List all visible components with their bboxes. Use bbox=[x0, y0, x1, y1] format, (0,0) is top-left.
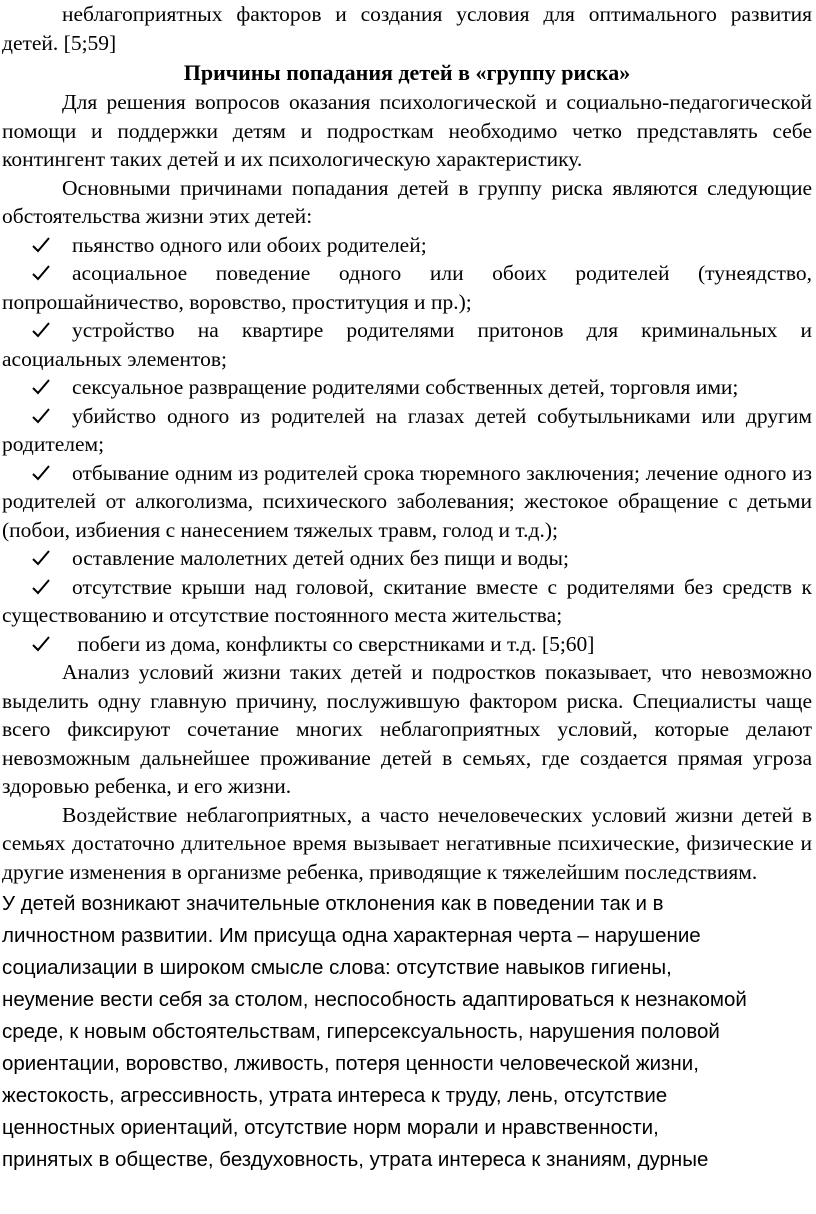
causes-intro-paragraph: Основными причинами попадания детей в группу риска являются следующие обстоятельства жизни этих детей: bbox=[2, 175, 812, 228]
list-item: отсутствие крыши над головой, скитание вместе с родителями без средств к существованию и отсутствие постоянного места жительства; bbox=[2, 574, 812, 627]
closing-line: среде, к новым обстоятельствам, гиперсексуальность, нарушения половой bbox=[2, 1020, 720, 1043]
list-item: асоциальное поведение одного или обоих родителей (тунеядство, попрошайничество, воровство, проституция и пр.); bbox=[2, 261, 812, 314]
checkmark-icon bbox=[32, 402, 72, 431]
lead-paragraph: неблагоприятных факторов и создания условия для оптимального развития детей. [5;59] bbox=[2, 2, 812, 55]
checkmark-icon bbox=[32, 459, 72, 488]
list-item: сексуальное развращение родителями собственных детей, торговля ими; bbox=[2, 373, 812, 402]
list-item: оставление малолетних детей одних без пищи и воды; bbox=[2, 544, 812, 573]
closing-line: социализации в широком смысле слова: отсутствие навыков гигиены, bbox=[2, 956, 672, 979]
list-item: устройство на квартире родителями притонов для криминальных и асоциальных элементов; bbox=[2, 318, 812, 371]
impact-paragraph: Воздействие неблагоприятных, а часто нечеловеческих условий жизни детей в семьях достаточно длительное время вызывает негативные психические, физические и другие изменения в организме ребенка, приводящие к тяжелейшим последствиям. bbox=[2, 802, 812, 884]
closing-line: принятых в обществе, бездуховность, утрата интереса к знаниям, дурные bbox=[2, 1148, 709, 1171]
closing-line: ориентации, воровство, лживость, потеря ценности человеческой жизни, bbox=[2, 1052, 699, 1075]
checkmark-icon bbox=[32, 316, 72, 345]
list-item: убийство одного из родителей на глазах детей собутыльниками или другим родителем; bbox=[2, 403, 812, 456]
checkmark-icon bbox=[32, 373, 72, 402]
checkmark-icon bbox=[32, 573, 72, 602]
checkmark-icon bbox=[32, 544, 72, 573]
closing-line: У детей возникают значительные отклонения как в поведении так и в bbox=[2, 892, 664, 915]
closing-line: ценностных ориентаций, отсутствие норм морали и нравственности, bbox=[2, 1116, 659, 1139]
list-item: пьянство одного или обоих родителей; bbox=[2, 231, 812, 260]
risk-causes-list bbox=[2, 231, 812, 659]
analysis-paragraph: Анализ условий жизни таких детей и подростков показывает, что невозможно выделить одну главную причину, послужившую фактором риска. Специалисты чаще всего фиксируют сочетание многих неблагоприятных условий, которые делают невозможным дальнейшее проживание детей в семьях, где создается прямая угроза здоровью ребенка, и его жизни. bbox=[2, 660, 812, 798]
list-item: отбывание одним из родителей срока тюремного заключения; лечение одного из родителей от алкоголизма, психического заболевания; жестокое обращение с детьми (побои, избиения с нанесением тяжелых травм, голод и т.д.); bbox=[2, 460, 812, 542]
section-title: Причины попадания детей в «группу риска» bbox=[183, 60, 631, 85]
document-page bbox=[2, 0, 812, 1176]
intro-paragraph: Для решения вопросов оказания психологической и социально-педагогической помощи и поддержки детям и подросткам необходимо четко представлять себе контингент таких детей и их психологическую характеристику. bbox=[2, 90, 812, 171]
closing-line: личностном развитии. Им присуща одна характерная черта – нарушение bbox=[2, 924, 701, 947]
closing-text bbox=[2, 888, 812, 1176]
closing-line: неумение вести себя за столом, неспособность адаптироваться к незнакомой bbox=[2, 988, 747, 1011]
checkmark-icon bbox=[32, 231, 72, 260]
list-item: побеги из дома, конфликты со сверстниками и т.д. [5;60] bbox=[2, 630, 812, 659]
checkmark-icon bbox=[32, 630, 72, 659]
closing-line: жестокость, агрессивность, утрата интереса к труду, лень, отсутствие bbox=[2, 1084, 668, 1107]
checkmark-icon bbox=[32, 259, 72, 288]
